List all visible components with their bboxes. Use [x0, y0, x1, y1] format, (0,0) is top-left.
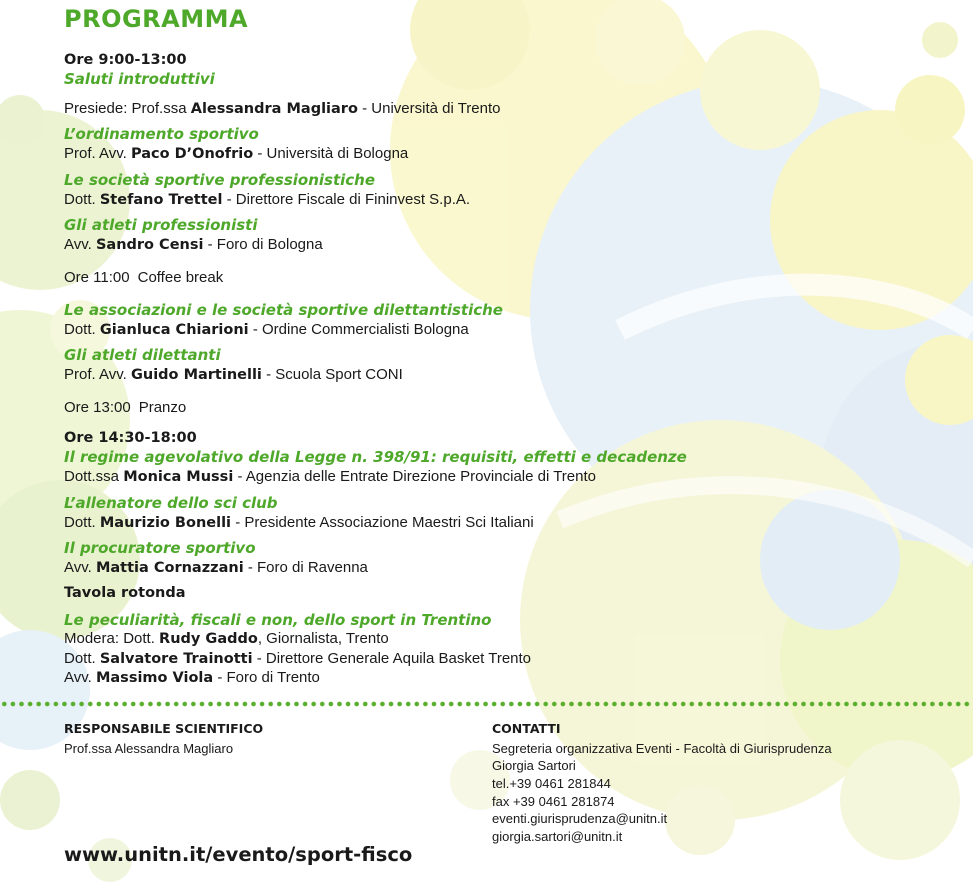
speaker-affiliation: - Direttore Generale Aquila Basket Trento [252, 650, 532, 667]
speaker-prefix: Dott. [64, 650, 100, 667]
speaker-name: Salvatore Trainotti [99, 651, 253, 667]
speaker-name: Maurizio Bonelli [99, 515, 232, 531]
afternoon-session-time: Ore 14:30-18:00 [64, 430, 197, 446]
speaker-affiliation: - Direttore Fiscale di Fininvest S.p.A. [222, 191, 471, 208]
speaker-prefix: Modera: Dott. [64, 630, 160, 647]
contacts-email-person[interactable]: giorgia.sartori@unitn.it [492, 829, 623, 844]
speaker-name: Sandro Censi [95, 237, 204, 253]
speaker-prefix: Dott. [64, 514, 100, 531]
speaker-line [64, 321, 469, 338]
chair-affiliation: - Università di Trento [357, 100, 501, 117]
lunch-time: Ore 13:00 [64, 399, 131, 416]
talk-title: Gli atleti professionisti [64, 216, 258, 234]
speaker-affiliation: - Università di Bologna [253, 145, 409, 162]
greeting-title: Saluti introduttivi [64, 70, 215, 88]
lunch-label: Pranzo [138, 399, 187, 416]
speaker-line [64, 468, 596, 485]
speaker-prefix: Avv. [64, 236, 96, 253]
speaker-prefix: Avv. [64, 669, 96, 686]
speaker-affiliation: - Scuola Sport CONI [261, 366, 403, 383]
talk-title: L’allenatore dello sci club [64, 494, 278, 512]
talk-title: Il regime agevolativo della Legge n. 398/91: requisiti, effetti e decadenze [64, 448, 687, 466]
speaker-affiliation: - Ordine Commercialisti Bologna [248, 321, 469, 338]
chair-prefix: Presiede: Prof.ssa [64, 100, 191, 117]
coffee-break-time: Ore 11:00 [64, 269, 130, 286]
chair-name: Alessandra Magliaro [190, 101, 358, 117]
contacts-title: CONTATTI [492, 721, 561, 736]
talk-title: L’ordinamento sportivo [64, 125, 259, 143]
talk-title: Gli atleti dilettanti [64, 346, 221, 364]
speaker-line [64, 669, 320, 686]
speaker-name: Paco D’Onofrio [130, 146, 254, 162]
scientific-lead-title: RESPONSABILE SCIENTIFICO [64, 721, 264, 736]
speaker-name: Gianluca Chiarioni [99, 322, 249, 338]
speaker-prefix: Dott. [64, 191, 100, 208]
speaker-prefix: Prof. Avv. [64, 145, 131, 162]
round-table-heading: Tavola rotonda [64, 585, 186, 601]
speaker-affiliation: - Foro di Ravenna [243, 559, 368, 576]
speaker-line [64, 559, 368, 576]
talk-title: Il procuratore sportivo [64, 539, 256, 557]
morning-session-time: Ore 9:00-13:00 [64, 52, 187, 68]
speaker-affiliation: - Foro di Bologna [203, 236, 323, 253]
speaker-line [64, 145, 408, 162]
contacts-fax: fax +39 0461 281874 [492, 794, 615, 809]
speaker-prefix: Dott.ssa [64, 468, 124, 485]
scientific-lead-name: Prof.ssa Alessandra Magliaro [64, 741, 234, 756]
speaker-name: Mattia Cornazzani [95, 560, 244, 576]
page-title: PROGRAMMA [64, 5, 249, 33]
contacts-office: Segreteria organizzativa Eventi - Facoltà di Giurisprudenza [492, 741, 832, 756]
speaker-affiliation: - Agenzia delle Entrate Direzione Provinciale di Trento [233, 468, 596, 485]
moderator-line [64, 630, 389, 647]
contacts-person: Giorgia Sartori [492, 758, 576, 773]
speaker-line [64, 514, 534, 531]
speaker-line [64, 650, 531, 667]
talk-title: Le peculiarità, fiscali e non, dello sport in Trentino [64, 611, 492, 629]
speaker-prefix: Prof. Avv. [64, 366, 131, 383]
coffee-break-line [64, 269, 223, 286]
event-url-link[interactable]: www.unitn.it/evento/sport-fisco [64, 843, 413, 866]
speaker-name: Massimo Viola [95, 670, 214, 686]
dotted-divider [0, 700, 973, 708]
speaker-name: Rudy Gaddo [159, 631, 258, 647]
speaker-name: Guido Martinelli [130, 367, 262, 383]
coffee-break-label: Coffee break [137, 269, 224, 286]
chair-line [64, 100, 501, 117]
talk-title: Le società sportive professionistiche [64, 171, 376, 189]
speaker-line [64, 236, 323, 253]
speaker-affiliation: - Foro di Trento [213, 669, 320, 686]
speaker-prefix: Dott. [64, 321, 100, 338]
speaker-affiliation: , Giornalista, Trento [257, 630, 389, 647]
speaker-name: Monica Mussi [123, 469, 234, 485]
speaker-name: Stefano Trettel [99, 192, 223, 208]
contacts-email-events[interactable]: eventi.giurisprudenza@unitn.it [492, 811, 668, 826]
talk-title: Le associazioni e le società sportive dilettantistiche [64, 301, 503, 319]
contacts-phone: tel.+39 0461 281844 [492, 776, 611, 791]
speaker-prefix: Avv. [64, 559, 96, 576]
speaker-affiliation: - Presidente Associazione Maestri Sci Italiani [231, 514, 534, 531]
speaker-line [64, 191, 470, 208]
lunch-line [64, 399, 186, 416]
speaker-line [64, 366, 403, 383]
